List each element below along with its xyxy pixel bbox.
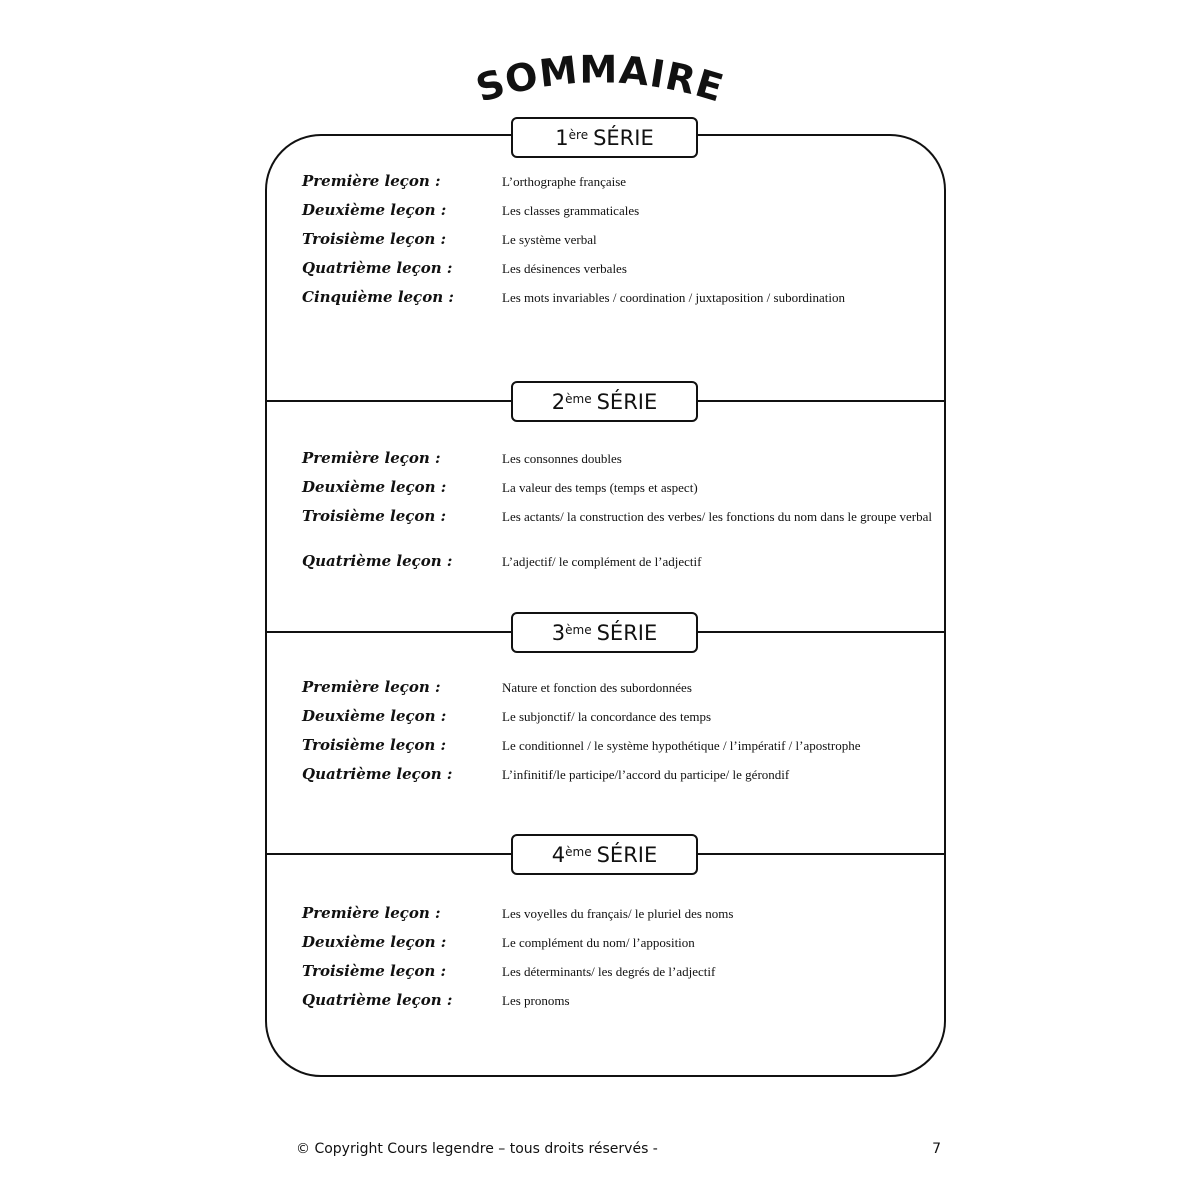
lesson-row bbox=[302, 449, 932, 469]
lesson-label: Quatrième leçon : bbox=[302, 765, 453, 783]
lesson-label: Quatrième leçon : bbox=[302, 259, 453, 277]
lesson-topic: Le conditionnel / le système hypothétique / l’impératif / l’apostrophe bbox=[502, 738, 861, 753]
lesson-row bbox=[302, 507, 932, 527]
lesson-topic: Les déterminants/ les degrés de l’adjectif bbox=[502, 964, 716, 979]
series-number: 2 bbox=[551, 389, 566, 414]
page-number: 7 bbox=[932, 1141, 941, 1157]
lesson-label: Quatrième leçon : bbox=[302, 552, 453, 570]
lesson-topic: Le système verbal bbox=[502, 232, 597, 247]
lesson-label: Deuxième leçon : bbox=[302, 933, 447, 951]
lesson-row bbox=[302, 172, 932, 192]
lesson-row bbox=[302, 765, 932, 785]
lesson-label: Troisième leçon : bbox=[302, 230, 447, 248]
lesson-topic: Le complément du nom/ l’apposition bbox=[502, 935, 695, 950]
lesson-label: Première leçon : bbox=[302, 678, 441, 696]
lesson-row bbox=[302, 991, 932, 1011]
lesson-topic: Les actants/ la construction des verbes/ les fonctions du nom dans le groupe verbal bbox=[502, 509, 932, 524]
lesson-row bbox=[302, 552, 932, 572]
lesson-row bbox=[302, 478, 932, 498]
lesson-label: Quatrième leçon : bbox=[302, 991, 453, 1009]
lesson-topic: Nature et fonction des subordonnées bbox=[502, 680, 692, 695]
series-number: 1 bbox=[555, 125, 569, 150]
page-title-text: SOMMAIRE bbox=[471, 50, 729, 111]
lesson-row bbox=[302, 707, 932, 727]
lesson-label: Troisième leçon : bbox=[302, 507, 447, 525]
lesson-topic: Les désinences verbales bbox=[502, 261, 627, 276]
lesson-row bbox=[302, 933, 932, 953]
lesson-topic: Les mots invariables / coordination / juxtaposition / subordination bbox=[502, 290, 846, 305]
lesson-label: Première leçon : bbox=[302, 904, 441, 922]
series-suffix: ème bbox=[565, 844, 592, 859]
lesson-row bbox=[302, 230, 932, 250]
lesson-label: Cinquième leçon : bbox=[302, 288, 454, 306]
lesson-topic: L’adjectif/ le complément de l’adjectif bbox=[502, 554, 702, 569]
lesson-row bbox=[302, 201, 932, 221]
lesson-topic: L’orthographe française bbox=[502, 174, 627, 189]
page-title-arc bbox=[440, 50, 760, 120]
series-suffix: ème bbox=[565, 391, 592, 406]
series-number: 3 bbox=[551, 620, 566, 645]
lesson-row bbox=[302, 678, 932, 698]
svg-text:SOMMAIRE bbox=[471, 50, 729, 111]
page-footer bbox=[296, 1141, 941, 1157]
series-4-header bbox=[511, 834, 698, 875]
lesson-row bbox=[302, 962, 932, 982]
series-2-header bbox=[511, 381, 698, 422]
lesson-label: Troisième leçon : bbox=[302, 736, 447, 754]
series-number: 4 bbox=[551, 842, 566, 867]
page-title bbox=[0, 50, 1200, 120]
lesson-topic: Le subjonctif/ la concordance des temps bbox=[502, 709, 712, 724]
lesson-topic: La valeur des temps (temps et aspect) bbox=[502, 480, 698, 495]
lesson-topic: Les classes grammaticales bbox=[502, 203, 640, 218]
lesson-label: Deuxième leçon : bbox=[302, 201, 447, 219]
lesson-topic: Les consonnes doubles bbox=[502, 451, 622, 466]
lesson-label: Première leçon : bbox=[302, 172, 441, 190]
lesson-topic: Les voyelles du français/ le pluriel des noms bbox=[502, 906, 734, 921]
lesson-label: Deuxième leçon : bbox=[302, 707, 447, 725]
series-label: SÉRIE bbox=[596, 842, 658, 867]
lesson-row bbox=[302, 904, 932, 924]
series-3-header bbox=[511, 612, 698, 653]
lesson-row bbox=[302, 288, 932, 308]
series-label: SÉRIE bbox=[593, 125, 654, 150]
lesson-row bbox=[302, 736, 932, 756]
lesson-label: Deuxième leçon : bbox=[302, 478, 447, 496]
series-1-header bbox=[511, 117, 698, 158]
series-label: SÉRIE bbox=[596, 389, 658, 414]
copyright-text: © Copyright Cours legendre – tous droits réservés - bbox=[296, 1141, 658, 1157]
lesson-topic: Les pronoms bbox=[502, 993, 570, 1008]
lesson-label: Troisième leçon : bbox=[302, 962, 447, 980]
series-label: SÉRIE bbox=[596, 620, 658, 645]
series-suffix: ère bbox=[568, 127, 589, 142]
series-suffix: ème bbox=[565, 622, 592, 637]
lesson-row bbox=[302, 259, 932, 279]
lesson-label: Première leçon : bbox=[302, 449, 441, 467]
lesson-topic: L’infinitif/le participe/l’accord du participe/ le gérondif bbox=[502, 767, 790, 782]
